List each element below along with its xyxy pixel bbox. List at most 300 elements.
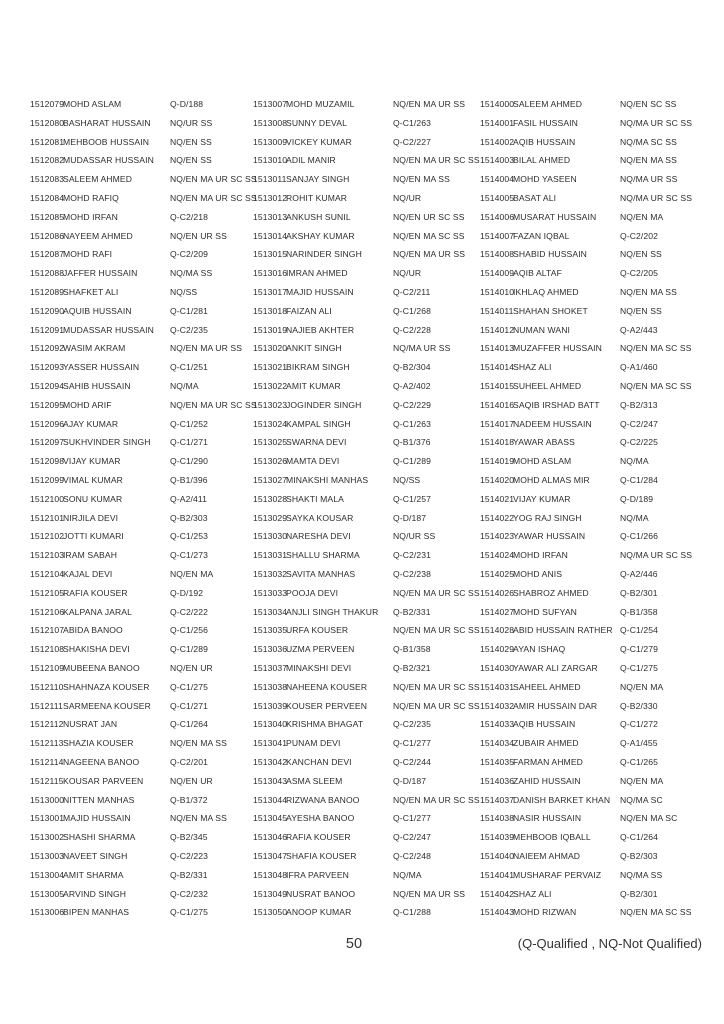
result-code: Q-B2/345 [170,832,208,843]
table-row [480,396,706,415]
candidate-name: ROHIT KUMAR [286,193,348,204]
candidate-name: NIRJILA DEVI [63,512,119,523]
table-row [30,621,256,640]
result-code: Q-C1/252 [170,418,209,429]
result-code: Q-C2/232 [170,888,209,899]
results-column-1 [30,95,256,922]
candidate-name: MAJID HUSSAIN [63,813,131,824]
candidate-name: AQUIB HUSSAIN [63,305,132,316]
candidate-name: MOHD IRFAN [513,550,568,561]
roll-number: 1514026 [480,587,515,598]
roll-number: 1512088 [30,268,65,279]
table-row [480,621,706,640]
result-code: Q-A2/402 [393,381,431,392]
table-row [480,640,706,659]
result-code: NQ/EN MA SC SS [620,381,692,392]
result-code: NQ/EN MA SS [393,174,450,185]
table-row [30,339,256,358]
roll-number: 1512094 [30,381,65,392]
table-row [253,95,479,114]
table-row [480,603,706,622]
result-code: Q-C1/257 [393,493,432,504]
roll-number: 1513022 [253,381,288,392]
candidate-name: SAYKA KOUSAR [286,512,354,523]
table-row [253,433,479,452]
candidate-name: FARMAN AHMED [513,756,583,767]
result-code: Q-A2/411 [170,493,207,504]
candidate-name: SANJAY SINGH [286,174,350,185]
result-code: Q-C1/264 [170,719,209,730]
roll-number: 1514025 [480,569,515,580]
candidate-name: JOTTI KUMARI [63,531,124,542]
roll-number: 1514042 [480,888,515,899]
roll-number: 1513008 [253,117,288,128]
result-code: Q-C2/248 [393,850,432,861]
candidate-name: MEHBOOB HUSSAIN [63,136,150,147]
roll-number: 1513048 [253,869,288,880]
candidate-name: SHABID HUSSAIN [513,249,587,260]
table-row [30,659,256,678]
table-row [30,415,256,434]
result-code: Q-C2/238 [393,569,432,580]
candidate-name: DANISH BARKET KHAN [513,794,611,805]
roll-number: 1512079 [30,99,65,110]
roll-number: 1513028 [253,493,288,504]
roll-number: 1513045 [253,813,288,824]
result-code: NQ/EN MA UR SC SS [393,587,480,598]
roll-number: 1514005 [480,193,515,204]
roll-number: 1514014 [480,362,515,373]
result-code: Q-C2/202 [620,230,659,241]
roll-number: 1513017 [253,287,288,298]
table-row [253,415,479,434]
result-code: NQ/EN MA [170,569,214,580]
table-row [253,339,479,358]
table-row [253,847,479,866]
table-row [480,227,706,246]
candidate-name: BILAL AHMED [513,155,571,166]
table-row [30,828,256,847]
roll-number: 1512103 [30,550,65,561]
table-row [30,302,256,321]
roll-number: 1513014 [253,230,288,241]
candidate-name: SAHEEL AHMED [513,681,581,692]
result-code: NQ/MA SS [170,268,213,279]
result-code: Q-C1/266 [620,531,659,542]
table-row [480,715,706,734]
roll-number: 1513029 [253,512,288,523]
roll-number: 1513034 [253,606,288,617]
table-row [480,772,706,791]
table-row [30,358,256,377]
roll-number: 1513002 [30,832,65,843]
candidate-name: ADIL MANIR [286,155,336,166]
result-code: NQ/EN MA [620,681,664,692]
result-code: NQ/EN MA UR SC SS [393,700,480,711]
result-code: NQ/EN MA UR SC SS [393,794,480,805]
candidate-name: NAVEET SINGH [63,850,128,861]
table-row [30,565,256,584]
result-code: NQ/EN SS [170,155,212,166]
page-number: 50 [345,936,363,952]
candidate-name: NARINDER SINGH [286,249,362,260]
result-code: NQ/MA [170,381,199,392]
roll-number: 1512086 [30,230,65,241]
table-row [30,603,256,622]
result-code: Q-C1/279 [620,644,659,655]
candidate-name: YAWAR ALI ZARGAR [513,663,598,673]
roll-number: 1514000 [480,99,515,110]
candidate-name: SWARNA DEVI [286,437,347,448]
table-row [30,490,256,509]
candidate-name: NUSRAT JAN [63,719,118,730]
roll-number: 1514037 [480,794,515,805]
roll-number: 1513003 [30,850,65,861]
result-code: NQ/EN MA UR SS [393,99,466,110]
candidate-name: MUSARAT HUSSAIN [513,211,597,222]
candidate-name: ARVIND SINGH [63,888,127,899]
result-code: Q-A2/446 [620,569,658,580]
roll-number: 1514008 [480,249,515,260]
table-row [253,621,479,640]
result-code: Q-C2/229 [393,399,432,410]
roll-number: 1513046 [253,832,288,843]
table-row [480,358,706,377]
candidate-name: SUNNY DEVAL [286,117,347,128]
roll-number: 1513010 [253,155,288,166]
candidate-name: MOHD IRFAN [63,211,118,222]
roll-number: 1514022 [480,512,515,523]
roll-number: 1513050 [253,907,288,918]
roll-number: 1512089 [30,287,65,298]
candidate-name: IRAM SABAH [63,550,118,561]
result-code: Q-C1/263 [393,117,432,128]
roll-number: 1514032 [480,700,515,711]
result-code: Q-A1/460 [620,362,658,373]
result-code: Q-C2/247 [620,418,659,429]
table-row [480,302,706,321]
result-code: NQ/UR [393,268,422,279]
table-row [30,509,256,528]
result-code: Q-C1/289 [393,456,432,467]
result-code: Q-C1/265 [620,756,659,767]
roll-number: 1514043 [480,907,515,918]
result-code: Q-B2/313 [620,399,658,410]
candidate-name: SALEEM AHMED [63,174,133,185]
roll-number: 1514021 [480,493,515,504]
result-code: NQ/EN MA SS [620,287,677,298]
table-row [30,734,256,753]
table-row [30,321,256,340]
roll-number: 1512105 [30,587,65,598]
table-row [253,678,479,697]
result-code: Q-C1/288 [393,907,432,918]
table-row [480,283,706,302]
result-code: Q-B2/303 [170,512,208,523]
table-row [30,697,256,716]
roll-number: 1512104 [30,569,65,580]
result-code: NQ/EN MA SS [620,155,677,166]
candidate-name: VICKEY KUMAR [286,136,352,147]
table-row [253,490,479,509]
table-row [480,659,706,678]
result-code: Q-B2/303 [620,850,658,861]
table-row [480,151,706,170]
roll-number: 1514017 [480,418,515,429]
table-row [253,903,479,922]
result-code: NQ/EN UR [170,775,213,786]
roll-number: 1513038 [253,681,288,692]
candidate-name: NAIEEM AHMAD [513,850,581,861]
candidate-name: NAYEEM AHMED [63,230,133,241]
table-row [480,208,706,227]
roll-number: 1513049 [253,888,288,899]
candidate-name: ANKUSH SUNIL [286,211,351,222]
results-column-2 [253,95,479,922]
result-code: Q-C2/227 [393,136,432,147]
roll-number: 1512098 [30,456,65,467]
candidate-name: AQIB HUSSAIN [513,719,576,730]
roll-number: 1513036 [253,644,288,655]
candidate-name: PUNAM DEVI [286,738,341,749]
roll-number: 1514030 [480,663,515,673]
result-code: NQ/EN MA SS [170,738,227,749]
table-row [30,170,256,189]
candidate-name: YOG RAJ SINGH [513,512,582,523]
roll-number: 1514027 [480,606,515,617]
result-code: Q-C1/254 [620,625,659,636]
roll-number: 1514039 [480,832,515,843]
roll-number: 1513043 [253,775,288,786]
result-code: Q-C2/223 [170,850,209,861]
candidate-name: SAQIB IRSHAD BATT [513,399,600,410]
candidate-name: RAFIA KOUSER [63,587,128,598]
candidate-name: ANJLI SINGH THAKUR [286,606,379,617]
result-code: NQ/MA UR SS [393,343,451,354]
roll-number: 1512097 [30,437,65,448]
result-code: NQ/MA UR SC SS [620,550,693,561]
result-code: NQ/MA UR SS [620,174,678,185]
roll-number: 1513020 [253,343,288,354]
table-row [30,245,256,264]
table-row [253,809,479,828]
candidate-name: IMRAN AHMED [286,268,348,279]
result-code: NQ/EN MA SC SS [620,343,692,354]
table-row [253,565,479,584]
roll-number: 1513021 [253,362,288,373]
result-code: Q-B1/372 [170,794,208,805]
roll-number: 1513026 [253,456,288,467]
result-code: NQ/EN MA SC SS [620,907,692,918]
candidate-name: SAVITA MANHAS [286,569,356,580]
table-row [480,170,706,189]
result-code: NQ/EN SS [170,136,212,147]
roll-number: 1514028 [480,625,515,636]
result-code: NQ/UR SS [393,531,436,542]
table-row [30,227,256,246]
result-code: NQ/EN MA UR SS [393,888,466,899]
candidate-name: ABIDA BANOO [63,625,123,636]
table-row [480,490,706,509]
table-row [253,208,479,227]
roll-number: 1514003 [480,155,515,166]
roll-number: 1513016 [253,268,288,279]
roll-number: 1512106 [30,606,65,617]
candidate-name: KALPANA JARAL [63,606,132,617]
candidate-name: MOHD SUFYAN [513,606,577,617]
roll-number: 1512087 [30,249,65,260]
result-code: NQ/EN SS [620,305,662,316]
table-row [253,546,479,565]
result-code: Q-B1/358 [393,644,431,655]
roll-number: 1514011 [480,305,514,316]
roll-number: 1514036 [480,775,515,786]
roll-number: 1512093 [30,362,65,373]
roll-number: 1513023 [253,399,288,410]
roll-number: 1513035 [253,625,288,636]
roll-number: 1513027 [253,475,288,486]
candidate-name: IFRA PARVEEN [286,869,349,880]
candidate-name: ZUBAIR AHMED [513,738,579,749]
table-row [480,697,706,716]
table-row [480,377,706,396]
result-code: Q-C1/275 [170,681,209,692]
table-row [30,264,256,283]
table-row [30,208,256,227]
table-row [480,565,706,584]
result-code: Q-C1/290 [170,456,209,467]
candidate-name: YAWAR HUSSAIN [513,531,586,542]
candidate-name: SHAFKET ALI [63,287,119,298]
table-row [480,903,706,922]
candidate-name: FAZAN IQBAL [513,230,570,241]
candidate-name: BIPEN MANHAS [63,907,130,918]
roll-number: 1513033 [253,587,288,598]
candidate-name: SHABROZ AHMED [513,587,589,598]
roll-number: 1513009 [253,136,288,147]
candidate-name: SALEEM AHMED [513,99,583,110]
table-row [480,245,706,264]
result-code: NQ/EN UR SC SS [393,211,465,222]
result-code: Q-C2/247 [393,832,432,843]
candidate-name: KOUSAR PARVEEN [63,775,144,786]
candidate-name: SHAHAN SHOKET [513,305,588,316]
table-row [30,546,256,565]
result-code: Q-B1/358 [620,606,658,617]
table-row [30,678,256,697]
roll-number: 1514016 [480,399,515,410]
candidate-name: MUBEENA BANOO [63,663,140,673]
table-row [480,847,706,866]
table-row [253,603,479,622]
candidate-name: NARESHA DEVI [286,531,351,542]
table-row [253,189,479,208]
results-column-3 [480,95,706,922]
table-row [480,433,706,452]
table-row [253,527,479,546]
candidate-name: SHAZIA KOUSER [63,738,134,749]
candidate-name: MINAKSHI MANHAS [286,475,369,486]
table-row [253,697,479,716]
result-code: Q-C1/277 [393,738,432,749]
table-row [30,151,256,170]
table-row [253,471,479,490]
candidate-name: SAHIB HUSSAIN [63,381,131,392]
candidate-name: BASAT ALI [513,193,557,204]
table-row [253,772,479,791]
candidate-name: AYESHA BANOO [286,813,355,824]
table-row [30,527,256,546]
result-code: NQ/SS [393,475,421,486]
candidate-name: NAGEENA BANOO [63,756,140,767]
result-code: Q-B1/376 [393,437,431,448]
result-code: Q-C2/228 [393,324,432,335]
result-code: Q-C1/281 [170,305,209,316]
roll-number: 1514009 [480,268,515,279]
candidate-name: SONU KUMAR [63,493,123,504]
table-row [480,527,706,546]
candidate-name: SHAFIA KOUSER [286,850,357,861]
result-code: Q-C1/268 [393,305,432,316]
table-row [480,95,706,114]
result-code: Q-C2/244 [393,756,432,767]
candidate-name: MOHD MUZAMIL [286,99,355,110]
result-code: Q-C1/263 [393,418,432,429]
result-code: Q-B2/331 [393,606,431,617]
table-row [30,396,256,415]
roll-number: 1514040 [480,850,515,861]
result-code: Q-C2/225 [620,437,659,448]
candidate-name: JOGINDER SINGH [286,399,362,410]
candidate-name: MAMTA DEVI [286,456,340,467]
result-code: Q-C2/231 [393,550,432,561]
table-row [480,339,706,358]
result-code: NQ/EN SC SS [620,99,677,110]
table-row [480,321,706,340]
table-row [480,452,706,471]
roll-number: 1513031 [253,550,288,561]
result-code: NQ/SS [170,287,198,298]
roll-number: 1514023 [480,531,515,542]
candidate-name: SHAKTI MALA [286,493,344,504]
result-code: NQ/MA [393,869,422,880]
roll-number: 1513032 [253,569,288,580]
roll-number: 1513000 [30,794,65,805]
table-row [30,189,256,208]
candidate-name: NADEEM HUSSAIN [513,418,592,429]
table-row [480,678,706,697]
roll-number: 1513039 [253,700,288,711]
candidate-name: MAJID HUSSAIN [286,287,354,298]
candidate-name: SHASHI SHARMA [63,832,136,843]
candidate-name: MOHD ARIF [63,399,112,410]
roll-number: 1513011 [253,174,287,185]
table-row [30,95,256,114]
result-code: Q-C2/218 [170,211,209,222]
table-row [253,734,479,753]
table-row [30,884,256,903]
table-row [30,471,256,490]
roll-number: 1514024 [480,550,515,561]
roll-number: 1513024 [253,418,288,429]
candidate-name: AJAY KUMAR [63,418,119,429]
candidate-name: VIJAY KUMAR [63,456,121,467]
roll-number: 1513044 [253,794,288,805]
roll-number: 1514004 [480,174,515,185]
roll-number: 1512113 [30,738,64,749]
table-row [480,790,706,809]
table-row [480,114,706,133]
